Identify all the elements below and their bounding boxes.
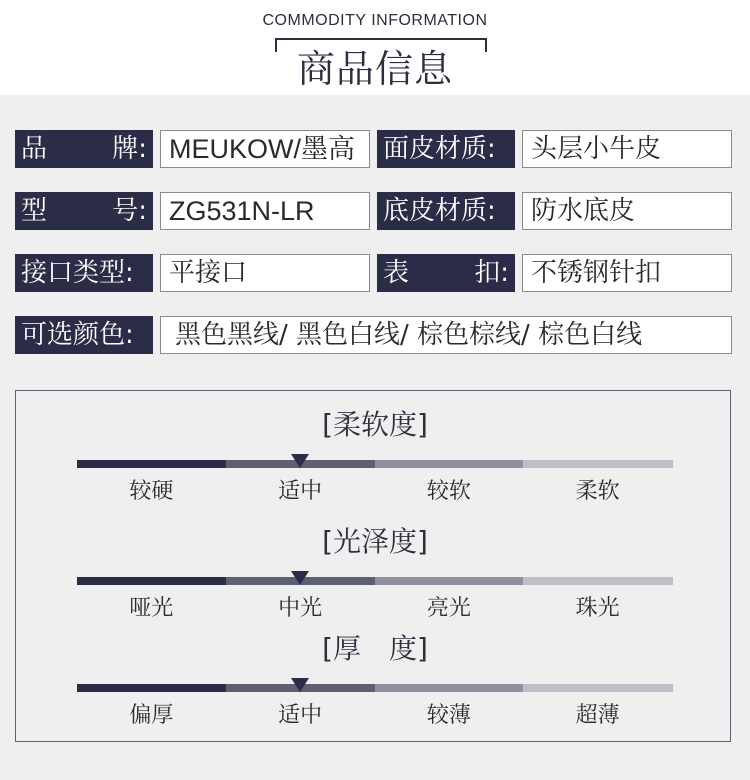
model-label [15, 192, 153, 230]
scale-bar-segment [375, 684, 524, 692]
scale-bar-segment [523, 684, 672, 692]
scale-label: 柔软 [575, 479, 620, 504]
buckle-label-left: 表 [383, 258, 410, 288]
scale-label: 超薄 [575, 703, 620, 728]
interface-label-text: 接口类型: [21, 258, 134, 288]
buckle-label-right: 扣: [474, 258, 509, 288]
buckle-value: 不锈钢针扣 [522, 254, 732, 292]
scale-label: 偏厚 [129, 703, 174, 728]
scale-bar-segment [375, 577, 524, 585]
scale-marker-icon [291, 454, 309, 468]
brand-label [15, 130, 153, 168]
scale-bar-segment [77, 460, 226, 468]
scale-bar-segment [77, 684, 226, 692]
scale-bar-segment [523, 460, 672, 468]
upper-material-label-text: 面皮材质: [383, 134, 496, 164]
scale-label: 较软 [426, 479, 471, 504]
scale-label: 适中 [278, 479, 323, 504]
model-value: ZG531N-LR [160, 192, 370, 230]
header-title-en: COMMODITY INFORMATION [262, 12, 488, 29]
interface-value: 平接口 [160, 254, 370, 292]
scale-label: 亮光 [426, 596, 471, 621]
scale-label: 哑光 [129, 596, 174, 621]
buckle-label [377, 254, 515, 292]
scale-label: 中光 [278, 596, 323, 621]
header-title-cn: 商品信息 [296, 47, 453, 91]
scale-bar-segment [77, 577, 226, 585]
interface-label [15, 254, 153, 292]
model-label-right: 号: [112, 196, 147, 226]
upper-material-label [377, 130, 515, 168]
brand-label-left: 品 [21, 134, 48, 164]
scale-label: 适中 [278, 703, 323, 728]
scale-marker-icon [291, 678, 309, 692]
brand-value: MEUKOW/墨高 [160, 130, 370, 168]
colors-label-text: 可选颜色: [21, 320, 134, 350]
scale-label: 珠光 [575, 596, 620, 621]
scale-bar-segment [375, 460, 524, 468]
scale-title-2: [厚 度] [322, 632, 428, 665]
colors-label [15, 316, 153, 354]
sole-material-label [377, 192, 515, 230]
scale-label: 较硬 [129, 479, 174, 504]
upper-material-value: 头层小牛皮 [522, 130, 732, 168]
scale-bar-segment [523, 577, 672, 585]
brand-label-right: 牌: [112, 134, 147, 164]
sole-material-label-text: 底皮材质: [383, 196, 496, 226]
scale-label: 较薄 [426, 703, 471, 728]
scale-title-0: [柔软度] [322, 408, 428, 441]
colors-value: 黑色黑线/ 黑色白线/ 棕色棕线/ 棕色白线 [160, 316, 732, 354]
model-label-left: 型 [21, 196, 48, 226]
scale-marker-icon [291, 571, 309, 585]
sole-material-value: 防水底皮 [522, 192, 732, 230]
header [0, 0, 750, 95]
scale-title-1: [光泽度] [322, 525, 428, 558]
